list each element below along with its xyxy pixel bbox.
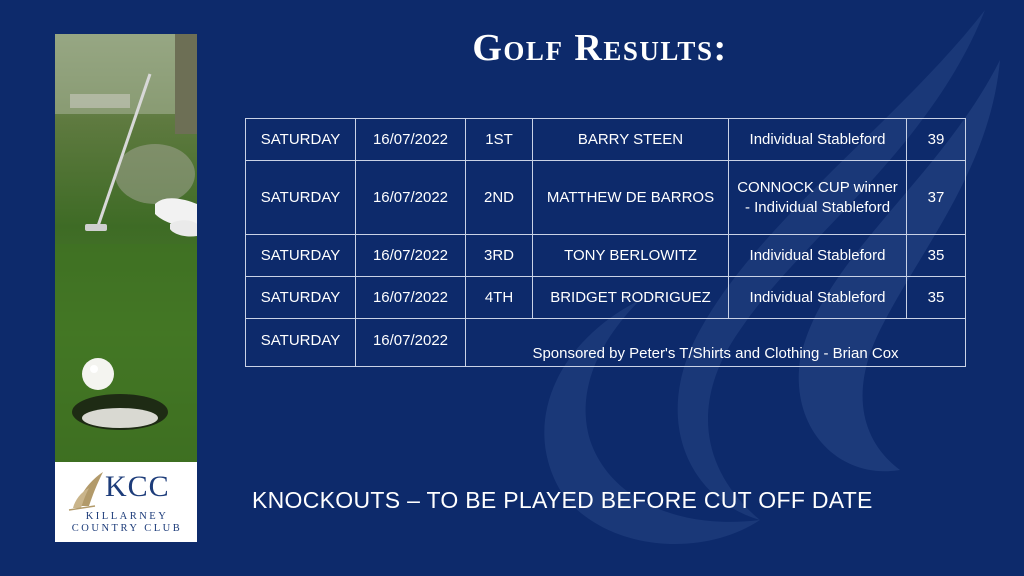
day-cell: SATURDAY (246, 161, 356, 235)
score-cell: 35 (907, 235, 966, 277)
score-cell: 37 (907, 161, 966, 235)
date-cell: 16/07/2022 (356, 277, 466, 319)
logo-line-1: KILLARNEY (85, 511, 169, 522)
position-cell: 3RD (466, 235, 533, 277)
position-cell: 4TH (466, 277, 533, 319)
table-row (246, 235, 966, 277)
table-row (246, 119, 966, 161)
name-cell: TONY BERLOWITZ (533, 235, 729, 277)
name-cell: MATTHEW DE BARROS (533, 161, 729, 235)
competition-cell: Individual Stableford (729, 119, 907, 161)
logo-initials: KCC (105, 470, 170, 503)
sponsor-text: Sponsored by Peter's T/Shirts and Clothing - Brian Cox (466, 319, 966, 367)
name-cell: BARRY STEEN (533, 119, 729, 161)
day-cell: SATURDAY (246, 235, 356, 277)
competition-cell: Individual Stableford (729, 277, 907, 319)
table-row (246, 277, 966, 319)
page-title: Golf Results: (472, 27, 728, 69)
day-cell: SATURDAY (246, 319, 356, 367)
competition-cell: CONNOCK CUP winner - Individual Stableford (729, 161, 907, 235)
position-cell: 1ST (466, 119, 533, 161)
golf-photo (55, 34, 197, 462)
date-cell: 16/07/2022 (356, 119, 466, 161)
position-cell: 2ND (466, 161, 533, 235)
score-cell: 39 (907, 119, 966, 161)
competition-cell: Individual Stableford (729, 235, 907, 277)
name-cell: BRIDGET RODRIGUEZ (533, 277, 729, 319)
logo-line-2: COUNTRY CLUB (71, 523, 183, 534)
day-cell: SATURDAY (246, 277, 356, 319)
date-cell: 16/07/2022 (356, 319, 466, 367)
knockouts-notice: KNOCKOUTS – TO BE PLAYED BEFORE CUT OFF DATE (252, 487, 873, 513)
date-cell: 16/07/2022 (356, 235, 466, 277)
day-cell: SATURDAY (246, 119, 356, 161)
club-logo (55, 462, 197, 542)
date-cell: 16/07/2022 (356, 161, 466, 235)
sponsor-row (246, 319, 966, 367)
score-cell: 35 (907, 277, 966, 319)
table-row (246, 161, 966, 235)
results-table (245, 118, 966, 367)
